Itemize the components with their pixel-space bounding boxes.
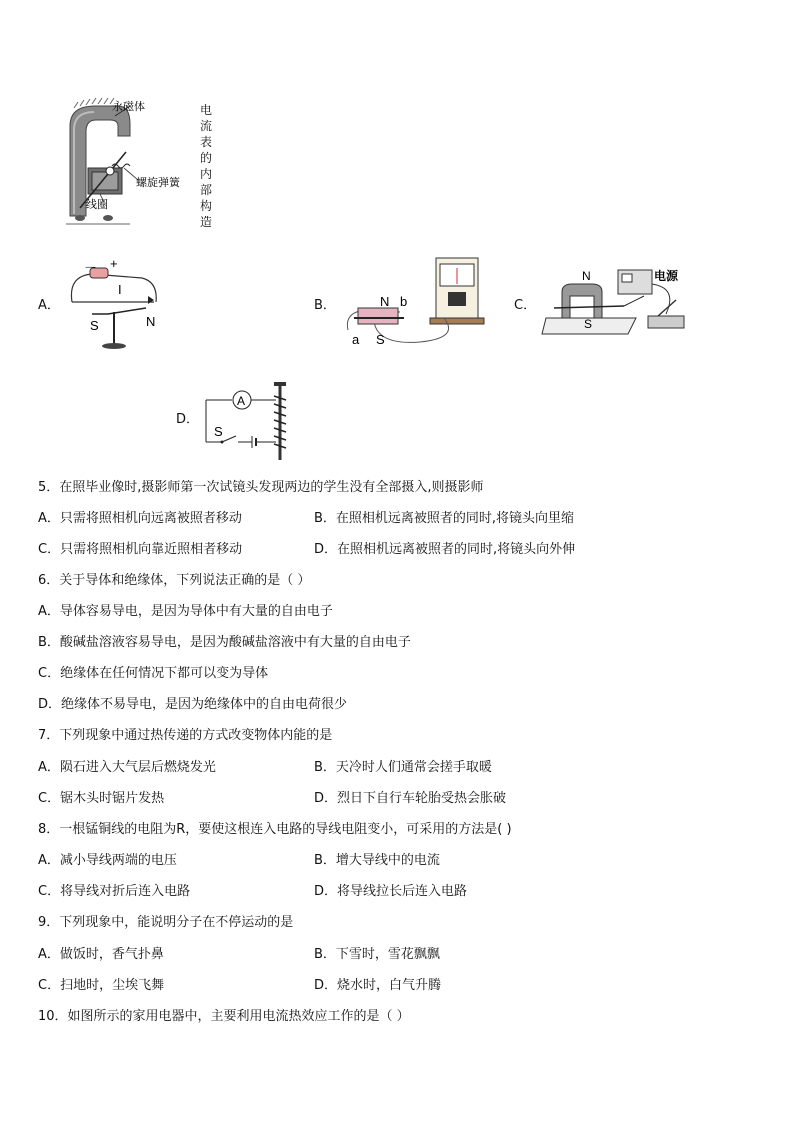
question-10-stem: 10．如图所示的家用电器中，主要利用电流热效应工作的是（ ） xyxy=(38,1009,410,1024)
q9-option-d: D．烧水时，白气升腾 xyxy=(314,978,442,993)
q8-option-d: D．将导线拉长后连入电路 xyxy=(314,884,468,899)
caption-char: 内 xyxy=(199,167,212,181)
q6-option-d: D．绝缘体不易导电，是因为绝缘体中的自由电荷很少 xyxy=(38,697,348,712)
spring-label: 螺旋弹簧 xyxy=(136,177,180,189)
q5-option-d: D．在照相机远离被照者的同时,将镜头向外伸 xyxy=(314,542,576,557)
caption-char: 构 xyxy=(199,199,212,213)
q5-option-a: A．只需将照相机向远离被照者移动 xyxy=(38,511,242,526)
south-pole-label: S xyxy=(90,318,99,333)
option-a-letter: A． xyxy=(38,298,60,313)
power-source-label: 电源 xyxy=(654,269,679,283)
q6-option-a: A．导体容易导电，是因为导体中有大量的自由电子 xyxy=(38,604,333,619)
generator-galvanometer-diagram xyxy=(340,256,490,352)
q7-option-d: D．烈日下自行车轮胎受热会胀破 xyxy=(314,791,507,806)
q5-option-c: C．只需将照相机向靠近照相者移动 xyxy=(38,542,243,557)
switch-label: S xyxy=(214,424,223,439)
minus-sign: － xyxy=(84,260,98,275)
question-6-stem: 6．关于导体和绝缘体，下列说法正确的是（ ） xyxy=(38,573,311,588)
caption-char: 流 xyxy=(199,119,212,133)
plus-sign: + xyxy=(110,256,118,271)
question-9-stem: 9．下列现象中，能说明分子在不停运动的是 xyxy=(38,915,294,930)
north-pole-label: N xyxy=(380,294,390,309)
option-d-figure xyxy=(200,380,300,466)
option-b-figure xyxy=(340,256,490,352)
option-c-letter: C． xyxy=(514,298,537,313)
q5-option-b: B．在照相机远离被照者的同时,将镜头向里缩 xyxy=(314,511,575,526)
q8-option-b: B．增大导线中的电流 xyxy=(314,853,440,868)
north-pole-label: N xyxy=(582,269,591,283)
electromagnet-circuit-diagram xyxy=(200,380,300,466)
option-a-figure xyxy=(62,256,166,354)
option-d-letter: D． xyxy=(176,412,200,427)
q6-option-c: C．绝缘体在任何情况下都可以变为导体 xyxy=(38,666,269,681)
ammeter-structure-figure xyxy=(60,96,190,232)
north-pole-label: N xyxy=(146,314,156,329)
oersted-experiment-diagram xyxy=(62,256,166,354)
caption-char: 的 xyxy=(199,151,212,165)
ammeter-structure-diagram xyxy=(60,96,190,232)
coil-label: 线圈 xyxy=(86,199,108,211)
figure-caption-vertical xyxy=(199,102,213,230)
q8-option-c: C．将导线对折后连入电路 xyxy=(38,884,191,899)
option-c-figure xyxy=(540,262,690,344)
option-b-letter: B． xyxy=(314,298,336,313)
caption-char: 表 xyxy=(199,135,212,149)
q9-option-c: C．扫地时，尘埃飞舞 xyxy=(38,978,165,993)
q7-option-c: C．锯木头时锯片发热 xyxy=(38,791,165,806)
motor-principle-diagram xyxy=(540,262,690,344)
q8-option-a: A．减小导线两端的电压 xyxy=(38,853,177,868)
ammeter-label: A xyxy=(237,394,246,408)
caption-char: 部 xyxy=(199,183,212,197)
b-label: b xyxy=(400,294,408,309)
caption-char: 造 xyxy=(199,215,212,229)
q9-option-a: A．做饭时，香气扑鼻 xyxy=(38,947,164,962)
q9-option-b: B．下雪时，雪花飘飘 xyxy=(314,947,440,962)
question-5-stem: 5．在照毕业像时,摄影师第一次试镜头发现两边的学生没有全部摄入,则摄影师 xyxy=(38,480,484,495)
south-pole-label: S xyxy=(584,317,593,331)
question-8-stem: 8．一根锰铜线的电阻为R，要使这根连入电路的导线电阻变小，可采用的方法是( ) xyxy=(38,822,512,837)
q6-option-b: B．酸碱盐溶液容易导电，是因为酸碱盐溶液中有大量的自由电子 xyxy=(38,635,411,650)
q7-option-b: B．天冷时人们通常会搓手取暖 xyxy=(314,760,492,775)
caption-char: 电 xyxy=(199,103,212,117)
current-label: I xyxy=(118,282,122,297)
q7-option-a: A．陨石进入大气层后燃烧发光 xyxy=(38,760,216,775)
question-7-stem: 7．下列现象中通过热传递的方式改变物体内能的是 xyxy=(38,728,333,743)
south-pole-label: S xyxy=(376,332,385,347)
magnet-label: 永磁体 xyxy=(112,101,145,113)
a-label: a xyxy=(352,332,360,347)
